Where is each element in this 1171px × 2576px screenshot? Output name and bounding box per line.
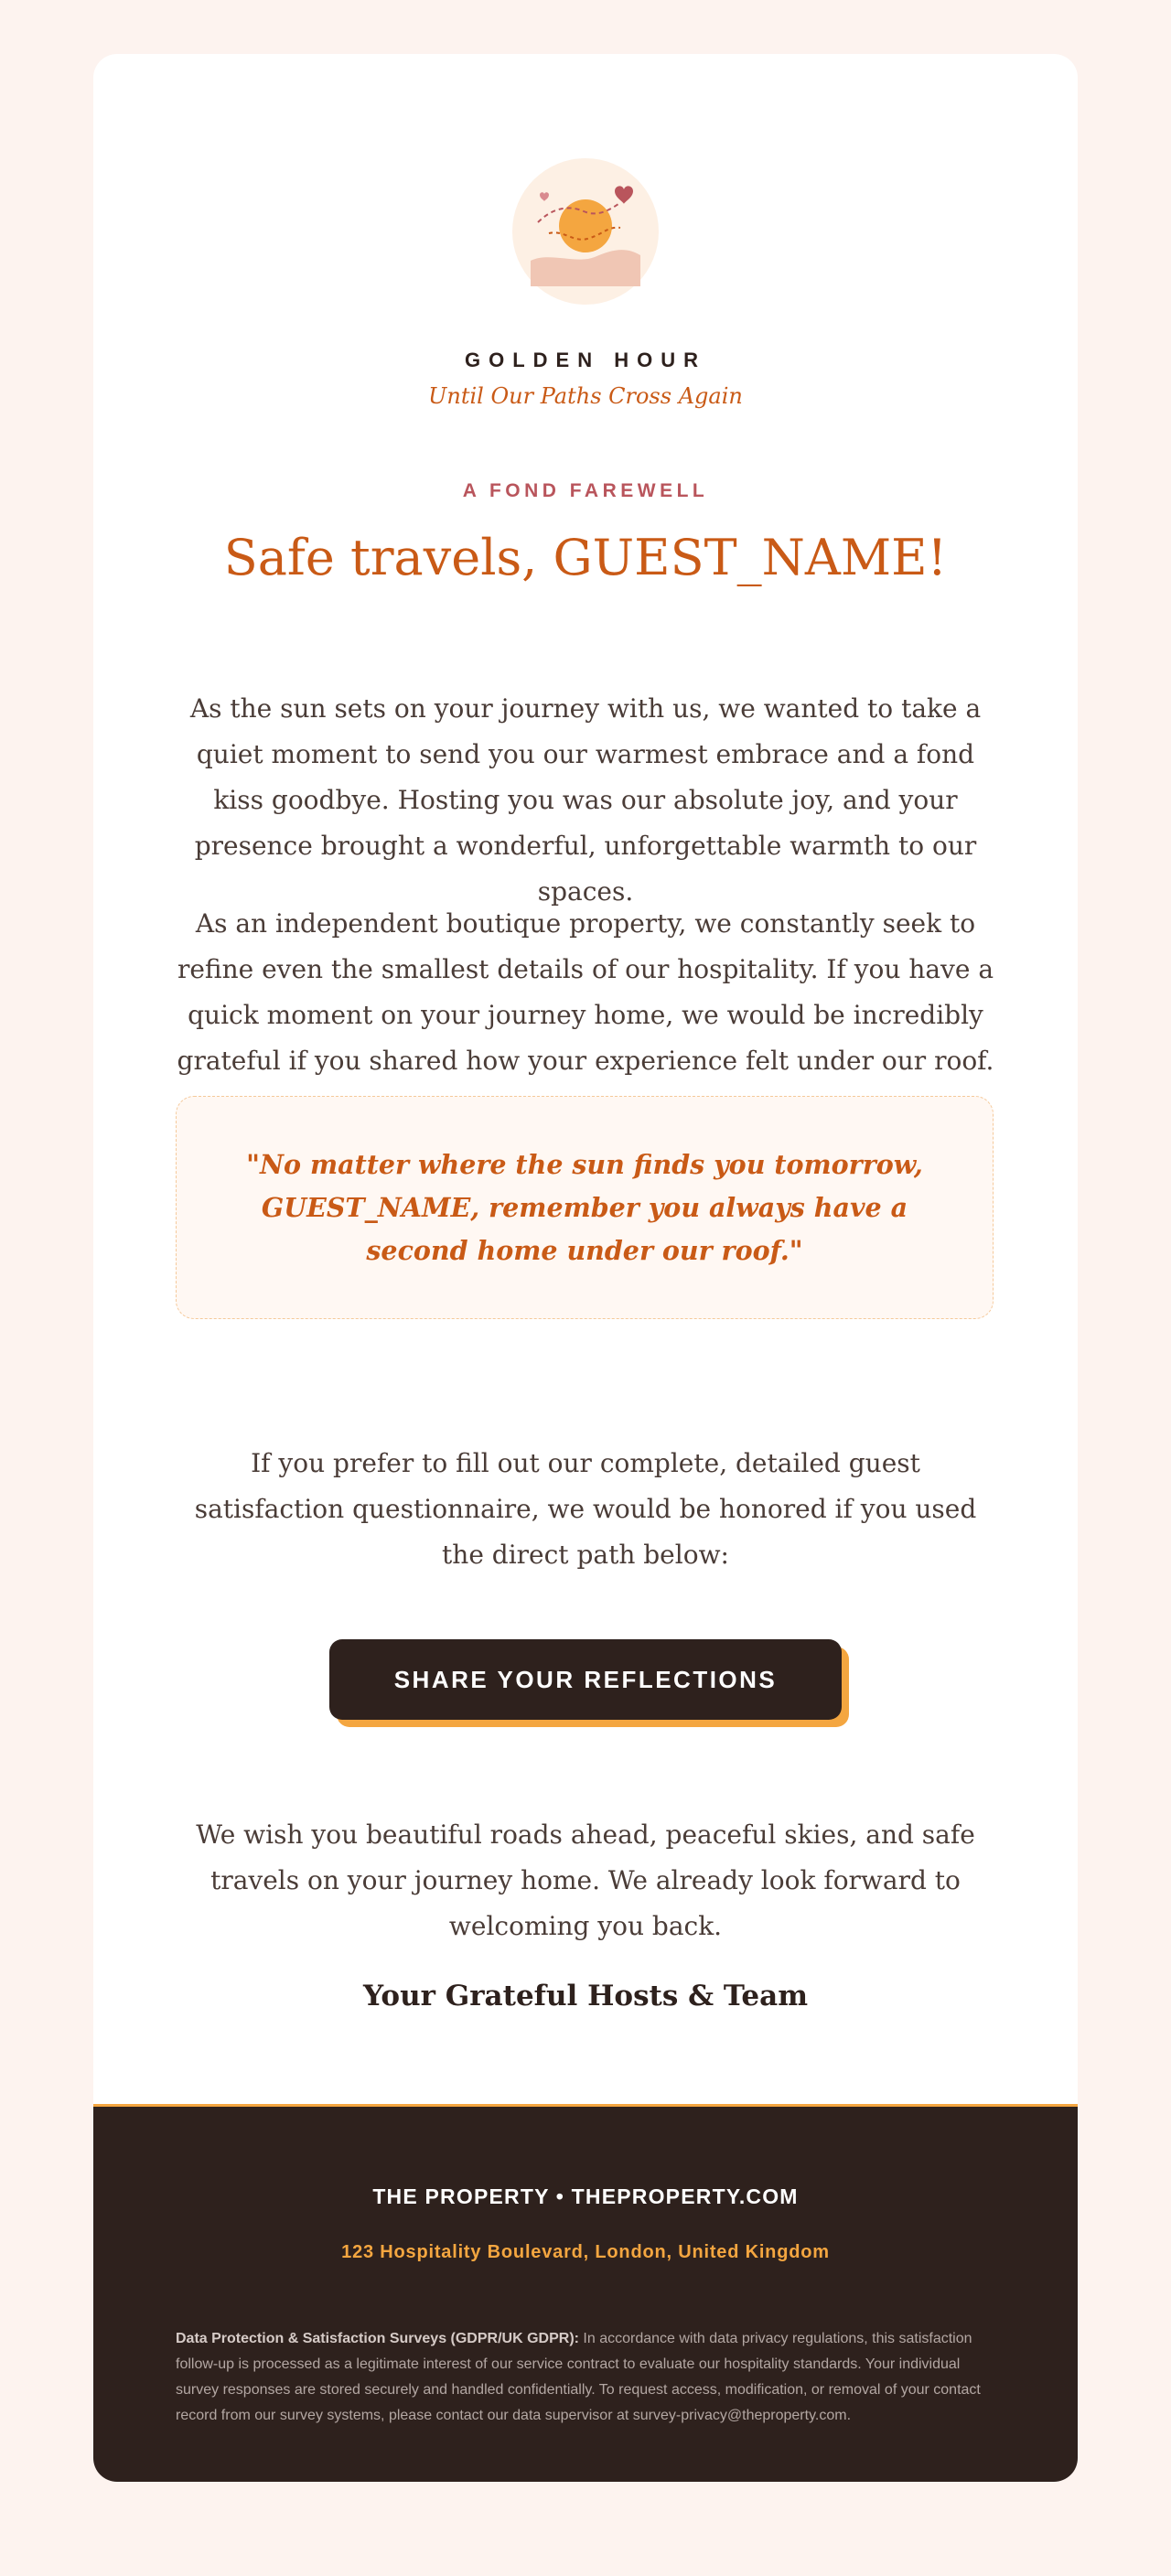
feedback-paragraph: As an independent boutique property, we constantly seek to refine even the smallest details of our hospitality. If you have a quick moment on your journey home, we would be incredibly grateful if you shared how your experience felt under our roof.: [177, 908, 994, 1076]
quote-box: [176, 1096, 994, 1319]
footer-legal-notice: [176, 2326, 999, 2429]
sunset-hearts-icon: [512, 158, 659, 305]
footer-address: 123 Hospitality Boulevard, London, United Kingdom: [341, 2242, 830, 2262]
questionnaire-paragraph: If you prefer to fill out our complete, detailed guest satisfaction questionnaire, we would be honored if you used the direct path below:: [194, 1448, 977, 1570]
brand-tagline: Until Our Paths Cross Again: [428, 383, 743, 409]
legal-text: In accordance with data privacy regulations, this satisfaction follow-up is processed as a legitimate interest of our service contract to evaluate our hospitality standards. Your individual survey responses are stored securely and handled confidentially. To request access, modification, or removal of your contact record from our survey systems, please contact our data supervisor at survey-privacy@theproperty.com.: [176, 2331, 981, 2423]
page-title: Safe travels, GUEST_NAME!: [223, 529, 948, 586]
legal-heading: Data Protection & Satisfaction Surveys (GDPR/UK GDPR):: [176, 2331, 579, 2346]
email-card: [93, 54, 1078, 2482]
intro-paragraph: As the sun sets on your journey with us, we wanted to take a quiet moment to send you our warmest embrace and a fond kiss goodbye. Hosting you was our absolute joy, and your presence brought a wonderful, unforgettable warmth to our spaces.: [189, 693, 982, 907]
footer: [93, 2104, 1078, 2482]
signoff: Your Grateful Hosts & Team: [362, 1980, 809, 2012]
brand-name: GOLDEN HOUR: [465, 349, 706, 371]
quote-text: "No matter where the sun finds you tomorrow, GUEST_NAME, remember you always have a second home under our roof.": [246, 1148, 923, 1266]
share-reflections-button[interactable]: SHARE YOUR REFLECTIONS: [329, 1639, 842, 1720]
footer-brand-line: THE PROPERTY • THEPROPERTY.COM: [372, 2184, 799, 2208]
closing-paragraph: We wish you beautiful roads ahead, peaceful skies, and safe travels on your journey home. We already look forward to welcoming you back.: [196, 1819, 975, 1941]
eyebrow-label: A FOND FAREWELL: [462, 480, 709, 501]
